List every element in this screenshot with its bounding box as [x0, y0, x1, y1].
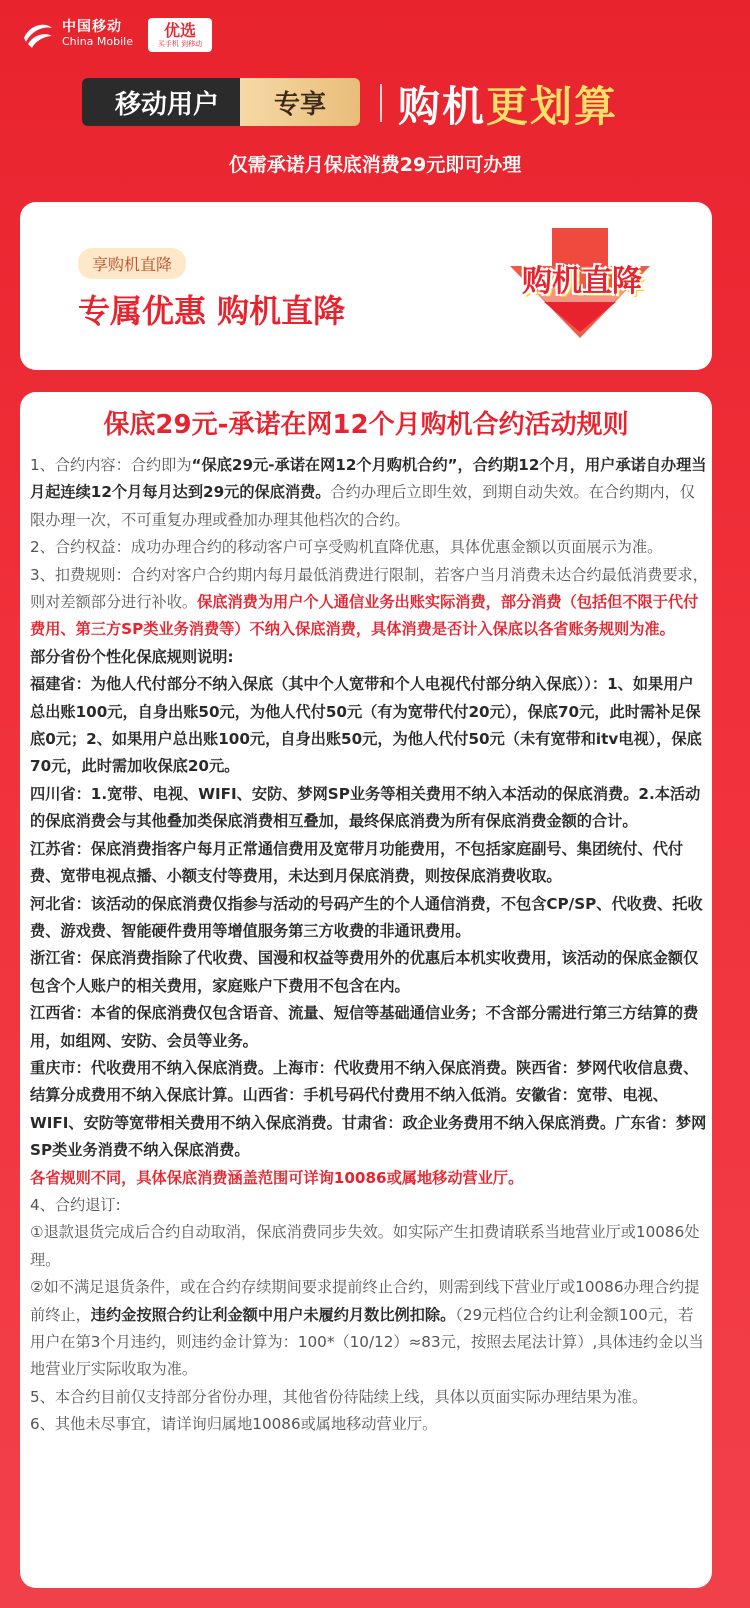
- rule-fujian: 福建省：为他人代付部分不纳入保底（其中个人宽带和个人电视代付部分纳入保底））：1、如果用户总出账100元，自身出账50元，为他人代付50元（有为宽带代付20元），保底70元，此时需补足保底0元；2、如果用户总出账100元，自身出账50元，为他人代付50元（未有宽带和itv电视），保底70元，此时需加收保底20元。: [30, 675, 702, 776]
- promo-art-label: 购机直降: [522, 264, 642, 299]
- rule-4-1: ①退款退货完成后合约自动取消，保底消费同步失效。如实际产生扣费请联系当地营业厅或10086处理。: [30, 1223, 700, 1269]
- rule-hebei: 河北省：该活动的保底消费仅指参与活动的号码产生的个人通信消费，不包含CP/SP、代收费、托收费、游戏费、智能硬件费用等增值服务第三方收费的非通讯费用。: [30, 894, 703, 940]
- rule-4-2-a: ②如不满足退货条件，或在合约存续期间要求提前终止合约，则需到线下营业厅或10086办理合约提前终止，: [30, 1278, 700, 1324]
- promo-card: [20, 202, 712, 370]
- rule-jiangsu: 江苏省：保底消费指客户每月正常通信费用及宽带月功能费用，不包括家庭副号、集团统付、代付费、宽带电视点播、小额支付等费用，未达到月保底消费，则按保底消费收取。: [30, 839, 684, 886]
- youxuan-title: 优选: [163, 20, 196, 40]
- brand-en: China Mobile: [62, 34, 134, 48]
- rule-1-b: “保底29元-承诺在网12个月购机合约”，合约期12个月，用户承诺自办理当月起连续12个月每月达到29元的保底消费。: [30, 456, 707, 502]
- rule-1: [30, 452, 708, 534]
- rule-4-2-b: 违约金按照合约让利金额中用户未履约月数比例扣除。: [90, 1305, 456, 1324]
- promo-title: 专属优惠 购机直降: [78, 292, 346, 330]
- headline-part-a: 购机: [398, 82, 487, 131]
- headline-part-b: 更划算: [486, 82, 619, 131]
- rule-6: 6、其他未尽事宜，请详询归属地10086或属地移动营业厅。: [30, 1415, 438, 1434]
- rules-title: 保底29元-承诺在网12个月购机合约活动规则: [103, 410, 629, 440]
- user-tag: 移动用户: [82, 78, 252, 126]
- exclusive-tag: 专享: [240, 78, 360, 126]
- rule-1-c: 合约办理后立即生效，到期自动失效。在合约期内，仅限办理一次，不可重复办理或叠加办理其他档次的合约。: [30, 483, 695, 529]
- rules-body: [30, 452, 708, 1439]
- top-bar: [0, 0, 750, 70]
- rules-card: [20, 392, 712, 1588]
- subline: 仅需承诺月保底消费29元即可办理: [228, 154, 522, 176]
- rule-other-provinces: 重庆市：代收费用不纳入保底消费。上海市：代收费用不纳入保底消费。陕西省：梦网代收信息费、结算分成费用不纳入保底计算。山西省：手机号码代付费用不纳入低消。安徽省：宽带、电视、WIFI、安防等宽带相关费用不纳入保底消费。甘肃省：政企业务费用不纳入保底消费。广东省：梦网SP类业务消费不纳入保底消费。: [30, 1058, 707, 1160]
- rule-3: [30, 562, 708, 644]
- youxuan-slogan: 买手机 到移动: [157, 39, 203, 48]
- rule-4-2-c: （29元档位合约让利金额100元，若用户在第3个月违约，则违约金计算为：100*（10/12）≈83元，按照去尾法计算）,具体违约金以当地营业厅实际收取为准。: [30, 1305, 704, 1379]
- youxuan-logo: [148, 18, 212, 52]
- rule-3-a: 3、扣费规则：合约对客户合约期内每月最低消费进行限制，若客户当月消费未达合约最低消费要求，则对差额部分进行补收。: [30, 565, 708, 612]
- rule-4-2: [30, 1274, 708, 1384]
- rule-1-a: 1、合约内容：合约即为: [30, 456, 192, 474]
- province-rules-heading: 部分省份个性化保底规则说明:: [30, 647, 234, 666]
- rule-zhejiang: 浙江省：保底消费指除了代收费、国漫和权益等费用外的优惠后本机实收费用，该活动的保底金额仅包含个人账户的相关费用，家庭账户下费用不包含在内。: [30, 949, 699, 995]
- rule-sichuan: 四川省：1.宽带、电视、WIFI、安防、梦网SP业务等相关费用不纳入本活动的保底消费。2.本活动的保底消费会与其他叠加类保底消费相互叠加，最终保底消费为所有保底消费金额的合计。: [30, 784, 701, 831]
- banner-divider: [380, 84, 382, 122]
- banner-headline: [398, 74, 618, 134]
- rule-jiangxi: 江西省：本省的保底消费仅包含语音、流量、短信等基础通信业务；不含部分需进行第三方结算的费用，如组网、安防、会员等业务。: [30, 1004, 699, 1050]
- rule-difference-note: 各省规则不同，具体保底消费涵盖范围可详询10086或属地移动营业厅。: [30, 1168, 524, 1187]
- brand-cn: 中国移动: [62, 19, 122, 36]
- china-mobile-logo-icon: [20, 16, 56, 52]
- china-mobile-logo: [20, 16, 133, 52]
- rule-5: 5、本合约目前仅支持部分省份办理，其他省份待陆续上线，具体以页面实际办理结果为准。: [30, 1387, 648, 1406]
- banner: [0, 78, 750, 130]
- rule-2: 2、合约权益：成功办理合约的移动客户可享受购机直降优惠，具体优惠金额以页面展示为准。: [30, 538, 663, 557]
- rule-3-b: 保底消费为用户个人通信业务出账实际消费，部分消费（包括但不限于代付费用、第三方SP类业务消费等）不纳入保底消费，具体消费是否计入保底以各省账务规则为准。: [30, 593, 699, 639]
- promo-tag: 享购机直降: [78, 248, 186, 279]
- rule-4-heading: 4、合约退订:: [30, 1195, 121, 1214]
